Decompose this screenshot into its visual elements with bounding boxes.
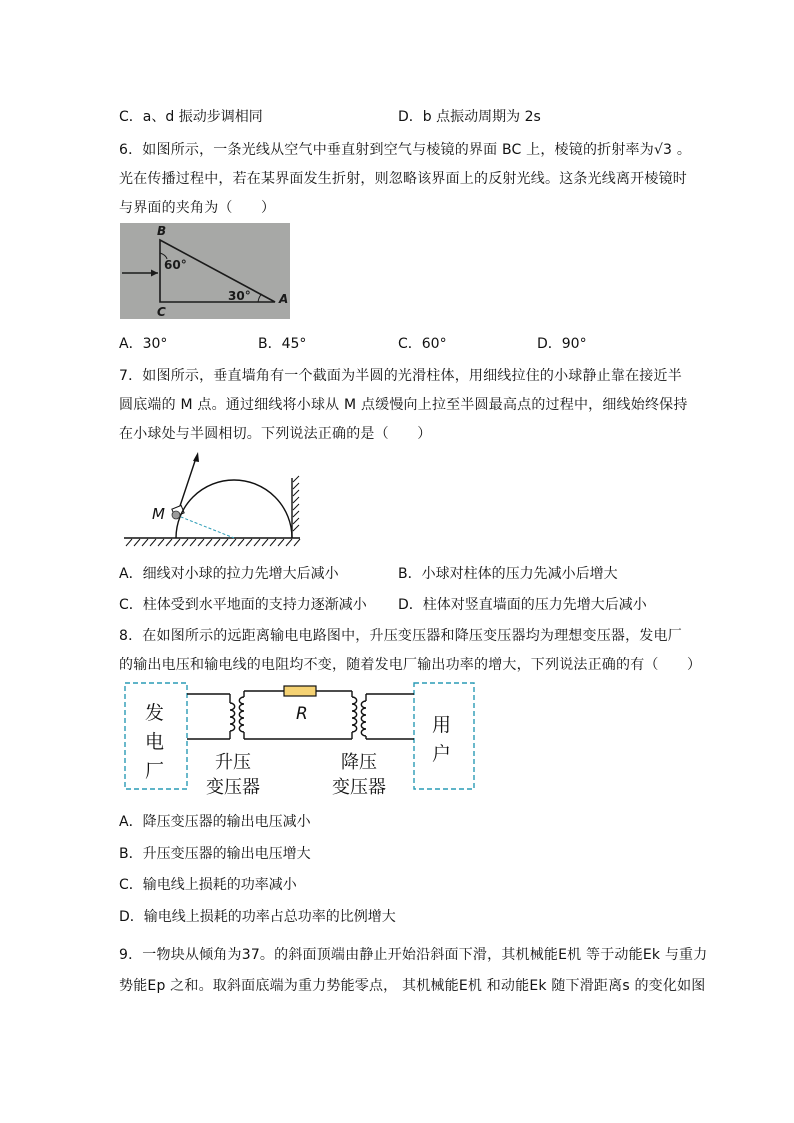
q6-text-line-1: 6．如图所示，一条光线从空气中垂直射到空气与棱镜的界面 BC 上，棱镜的折射率为√3 。 <box>119 142 692 158</box>
q9-text-line-1: 9．一物块从倾角为37。的斜面顶端由静止开始沿斜面下滑，其机械能E机 等于动能Ek 与重力 <box>119 947 708 963</box>
q7-text-line-1: 7．如图所示，垂直墙角有一个截面为半圆的光滑柱体，用细线拉住的小球静止靠在接近半 <box>119 368 682 384</box>
resistor-label: R <box>296 704 308 724</box>
q6-text-line-2: 光在传播过程中，若在某界面发生折射，则忽略该界面上的反射光线。这条光线离开棱镜时 <box>119 171 687 187</box>
q7-text-line-3: 在小球处与半圆相切。下列说法正确的是（ ） <box>119 426 432 442</box>
q5-option-c: C．a、d 振动步调相同 <box>119 109 263 125</box>
semicircle-figure <box>120 448 310 552</box>
label-b: B <box>157 224 167 238</box>
label-a: A <box>279 292 289 306</box>
label-m: M <box>152 505 165 523</box>
q8-text-line-2: 的输出电压和输电线的电阻均不变，随着发电厂输出功率的增大，下列说法正确的有（ ） <box>119 657 702 673</box>
q5-option-d: D．b 点振动周期为 2s <box>398 109 541 125</box>
angle-60-label: 60° <box>164 258 187 272</box>
q7-option-c: C．柱体受到水平地面的支持力逐渐减小 <box>119 597 367 613</box>
q7-text-line-2: 圆底端的 M 点。通过细线将小球从 M 点缓慢向上拉至半圆最高点的过程中，细线始终保持 <box>119 397 688 413</box>
transmission-circuit-figure <box>118 679 480 801</box>
plant-char-3: 厂 <box>145 760 165 782</box>
q7-option-b: B．小球对柱体的压力先减小后增大 <box>398 566 618 582</box>
step-down-label-2: 变压器 <box>332 777 386 798</box>
q6-option-d: D．90° <box>537 336 587 352</box>
angle-30-label: 30° <box>228 289 251 303</box>
step-up-label-1: 升压 <box>215 752 251 773</box>
q6-option-c: C．60° <box>398 336 447 352</box>
label-c: C <box>157 305 166 319</box>
q9-text-line-2: 势能Ep 之和。取斜面底端为重力势能零点， 其机械能E机 和动能Ek 随下滑距离s 的变化如图 <box>119 978 706 994</box>
q8-option-c: C．输电线上损耗的功率减小 <box>119 877 297 893</box>
user-char-2: 户 <box>432 743 452 765</box>
q7-option-d: D．柱体对竖直墙面的压力先增大后减小 <box>398 597 647 613</box>
plant-char-1: 发 <box>145 702 165 724</box>
q6-option-a: A．30° <box>119 336 168 352</box>
q8-option-d: D．输电线上损耗的功率占总功率的比例增大 <box>119 909 396 925</box>
prism-figure <box>120 223 290 319</box>
step-up-label-2: 变压器 <box>206 777 260 798</box>
q7-option-a: A．细线对小球的拉力先增大后减小 <box>119 566 339 582</box>
q6-text-line-3: 与界面的夹角为（ ） <box>119 200 276 216</box>
q8-option-b: B．升压变压器的输出电压增大 <box>119 846 311 862</box>
plant-char-2: 电 <box>145 731 165 753</box>
q6-option-b: B．45° <box>258 336 307 352</box>
q8-text-line-1: 8．在如图所示的远距离输电电路图中，升压变压器和降压变压器均为理想变压器，发电厂 <box>119 628 682 644</box>
user-char-1: 用 <box>432 714 452 736</box>
step-down-label-1: 降压 <box>341 752 377 773</box>
q8-option-a: A．降压变压器的输出电压减小 <box>119 814 311 830</box>
